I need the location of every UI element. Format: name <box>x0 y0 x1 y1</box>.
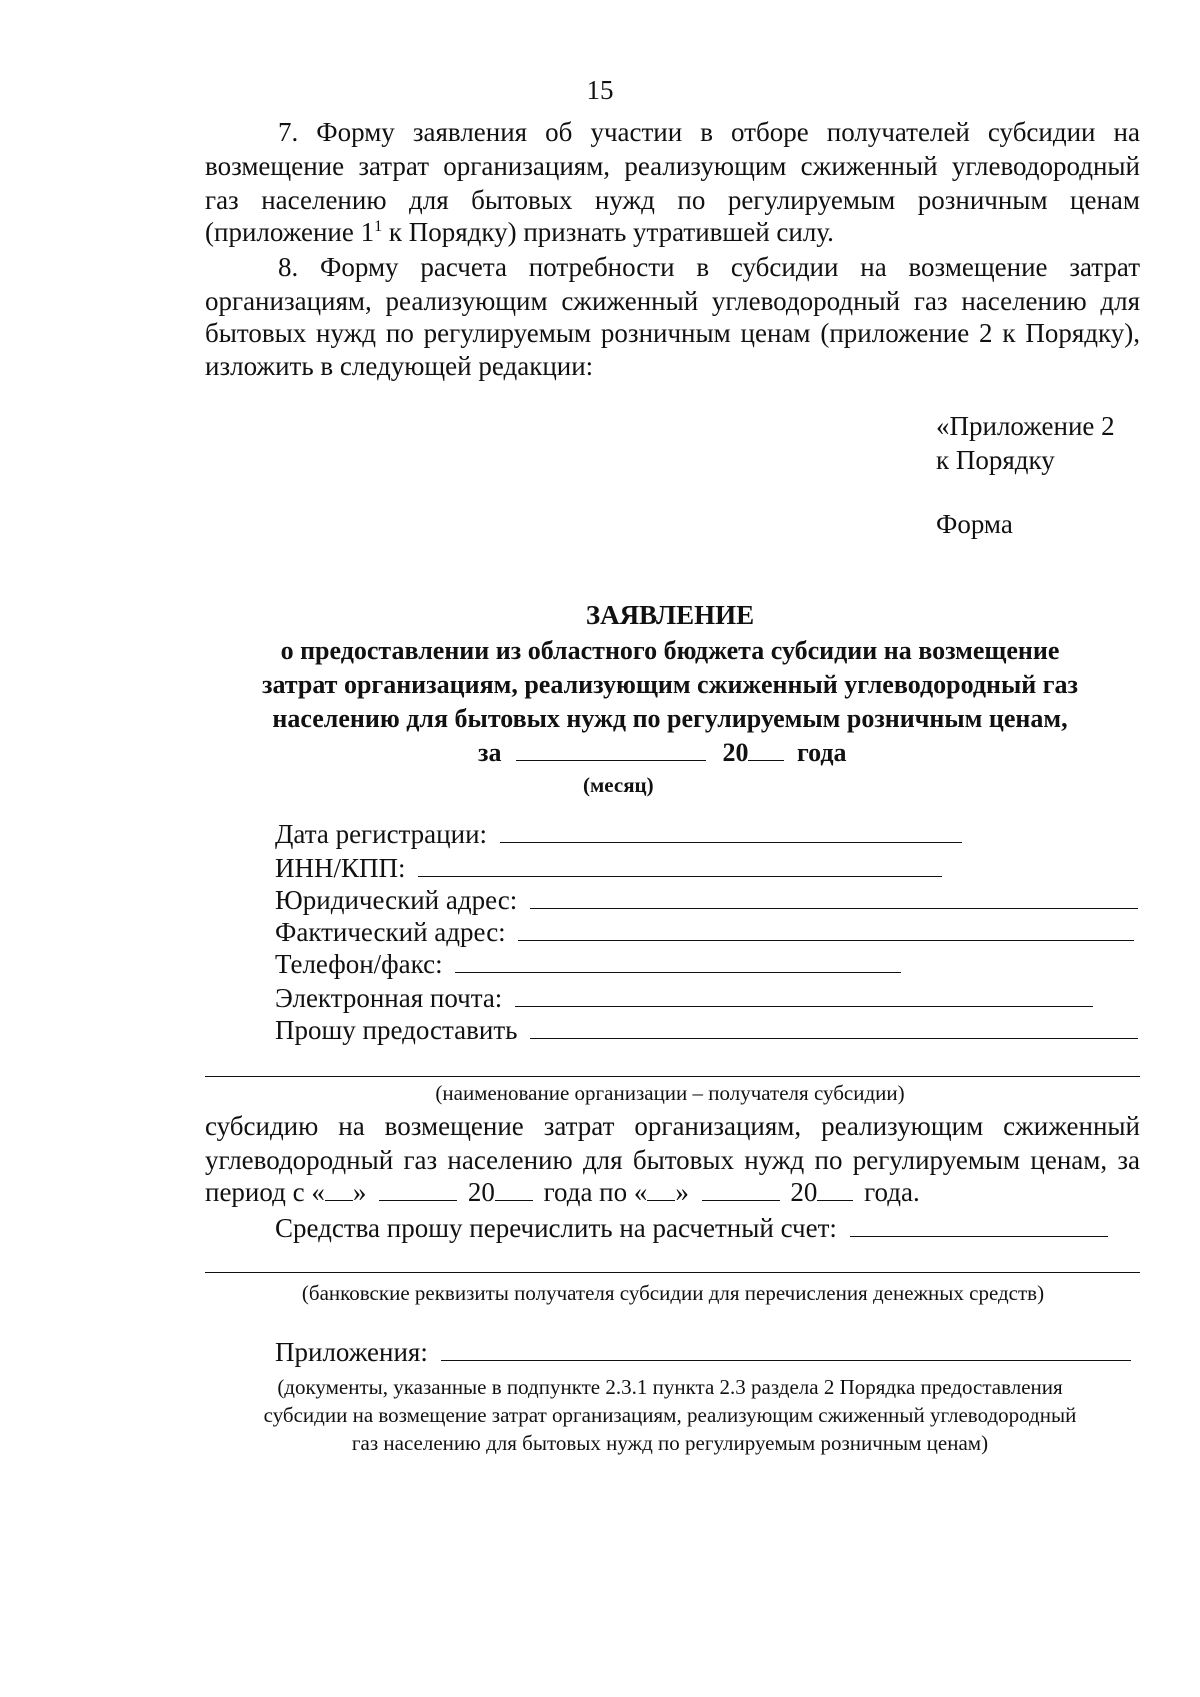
appendix-line-2: к Порядку <box>936 445 1055 475</box>
email-label: Электронная почта: <box>275 983 503 1013</box>
attachments-caption-line-3: газ населению для бытовых нужд по регулируемым розничным ценам) <box>351 1431 989 1455</box>
title-line-1: о предоставлении из областного бюджета субсидии на возмещение <box>280 636 1060 665</box>
item-7-line-4-end: к Порядку) признать утратившей силу. <box>382 217 834 247</box>
start-year-prefix: 20 <box>467 1177 495 1207</box>
item-8-line-2: организациям, реализующим сжиженный углеводородный газ населению для <box>205 286 1140 316</box>
month-blank[interactable] <box>516 736 706 761</box>
phone-fax-label: Телефон/факс: <box>275 949 443 979</box>
subsidy-line-2: углеводородный газ населению для бытовых нужд по регулируемым ценам, за <box>205 1145 1140 1175</box>
registration-date-label: Дата регистрации: <box>275 819 488 849</box>
title-period-line <box>478 736 847 768</box>
phone-fax-field[interactable] <box>455 948 901 973</box>
legal-address-field[interactable] <box>530 884 1138 909</box>
end-year-field[interactable] <box>817 1176 853 1201</box>
item-7-line-3: газ населению для бытовых нужд по регулируемым розничным ценам <box>205 185 1140 215</box>
email-row <box>275 982 1145 1014</box>
transfer-row <box>275 1212 1108 1244</box>
start-day-field[interactable] <box>325 1176 353 1201</box>
end-month-field[interactable] <box>702 1176 780 1201</box>
item-8-line-1: 8. Форму расчета потребности в субсидии на возмещение затрат <box>278 252 1140 282</box>
superscript: 1 <box>374 218 383 235</box>
subsidy-period-line <box>205 1176 920 1208</box>
email-field[interactable] <box>515 982 1093 1007</box>
attachments-field[interactable] <box>441 1336 1131 1361</box>
attachments-row <box>275 1336 1131 1368</box>
actual-address-field[interactable] <box>518 916 1134 941</box>
month-caption: (месяц) <box>583 773 654 797</box>
actual-address-row <box>275 916 1145 948</box>
registration-date-field[interactable] <box>500 818 962 843</box>
item-7-line-1: 7. Форму заявления об участии в отборе получателей субсидии на <box>278 117 1140 147</box>
legal-address-row <box>275 884 1145 916</box>
organization-name-line[interactable] <box>205 1076 1140 1077</box>
page-number: 15 <box>586 75 614 105</box>
start-month-field[interactable] <box>379 1176 457 1201</box>
za-label: за <box>478 738 502 767</box>
actual-address-label: Фактический адрес: <box>275 917 506 947</box>
start-year-field[interactable] <box>495 1176 533 1201</box>
phone-fax-row <box>275 948 1145 980</box>
close-quote: » <box>675 1177 689 1207</box>
period-start-label: период с « <box>205 1177 325 1207</box>
item-8-line-4: изложить в следующей редакции: <box>205 351 594 381</box>
request-label: Прошу предоставить <box>275 1015 518 1045</box>
item-8-line-3: бытовых нужд по регулируемым розничным ценам (приложение 2 к Порядку), <box>205 318 1140 348</box>
legal-address-label: Юридический адрес: <box>275 885 518 915</box>
attachments-caption-line-1: (документы, указанные в подпункте 2.3.1 пункта 2.3 раздела 2 Порядка предоставления <box>277 1375 1063 1399</box>
goda-end-label: года. <box>864 1177 920 1207</box>
goda-po-label: года по « <box>543 1177 648 1207</box>
document-title: ЗАЯВЛЕНИЕ <box>585 600 755 630</box>
title-line-3: населению для бытовых нужд по регулируемым розничным ценам, <box>272 704 1068 733</box>
goda-label: года <box>796 738 847 767</box>
bank-details-caption: (банковские реквизиты получателя субсидии для перечисления денежных средств) <box>301 1281 1045 1305</box>
end-day-field[interactable] <box>647 1176 675 1201</box>
request-field[interactable] <box>530 1014 1138 1039</box>
year-prefix: 20 <box>722 738 749 767</box>
transfer-label: Средства прошу перечислить на расчетный счет: <box>275 1213 837 1243</box>
close-quote: » <box>352 1177 367 1207</box>
inn-kpp-row <box>275 852 1145 884</box>
subsidy-line-1: субсидию на возмещение затрат организациям, реализующим сжиженный <box>205 1111 1140 1141</box>
form-label: Форма <box>936 509 1013 539</box>
item-7-line-2: возмещение затрат организациям, реализующим сжиженный углеводородный <box>205 151 1140 181</box>
organization-caption: (наименование организации – получателя субсидии) <box>435 1081 905 1105</box>
title-line-2: затрат организациям, реализующим сжиженный углеводородный газ <box>262 670 1078 699</box>
year-blank[interactable] <box>748 736 784 761</box>
end-year-prefix: 20 <box>790 1177 818 1207</box>
attachments-caption-line-2: субсидии на возмещение затрат организациям, реализующим сжиженный углеводородный <box>263 1403 1077 1427</box>
appendix-line-1: «Приложение 2 <box>936 411 1115 441</box>
item-7-line-4-start: (приложение 1 <box>205 217 375 247</box>
bank-details-line[interactable] <box>205 1272 1140 1273</box>
inn-kpp-field[interactable] <box>418 852 942 877</box>
registration-date-row <box>275 818 1145 850</box>
item-7-line-4 <box>205 216 834 248</box>
request-row <box>275 1014 1145 1046</box>
attachments-label: Приложения: <box>275 1337 428 1367</box>
inn-kpp-label: ИНН/КПП: <box>275 853 406 883</box>
account-field[interactable] <box>850 1212 1108 1237</box>
